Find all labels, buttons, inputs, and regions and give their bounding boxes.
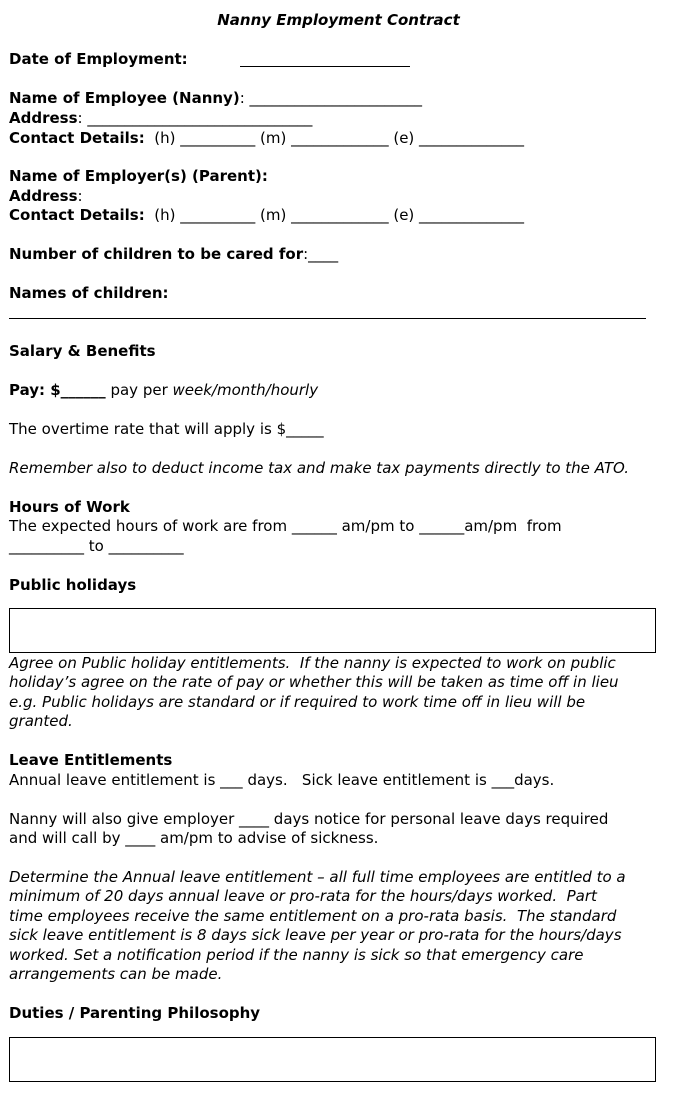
duties-input-box[interactable] xyxy=(9,1037,656,1082)
employer-contact-line xyxy=(9,206,524,225)
date-of-employment-blank[interactable] xyxy=(240,66,410,67)
salary-heading: Salary & Benefits xyxy=(9,342,156,360)
employer-address-colon: : xyxy=(77,187,83,205)
employee-name-line xyxy=(9,89,422,108)
public-holidays-input-box[interactable] xyxy=(9,608,656,653)
hours-heading: Hours of Work xyxy=(9,498,130,516)
employer-contact-label: Contact Details: xyxy=(9,206,145,224)
leave-note-4: sick leave entitlement is 8 days sick leave per year or pro-rata for the hours/days xyxy=(9,926,622,944)
duties-heading: Duties / Parenting Philosophy xyxy=(9,1004,261,1022)
employer-contact-blanks[interactable]: (h) __________ (m) _____________ (e) ______________ xyxy=(144,206,525,224)
overtime-line[interactable]: The overtime rate that will apply is $_____ xyxy=(9,420,324,438)
public-holidays-heading: Public holidays xyxy=(9,576,137,594)
employee-address-line xyxy=(9,109,312,128)
employee-address-blank[interactable]: : ______________________________ xyxy=(77,109,313,127)
employee-contact-line xyxy=(9,129,524,148)
leave-heading: Leave Entitlements xyxy=(9,751,173,769)
hours-line-2[interactable]: __________ to __________ xyxy=(9,537,184,555)
children-count-line xyxy=(9,245,338,264)
leave-note-1: Determine the Annual leave entitlement – all full time employees are entitled to a xyxy=(9,868,626,886)
leave-note-3: time employees receive the same entitlement on a pro-rata basis. The standard xyxy=(9,907,617,925)
employee-name-blank[interactable]: : _______________________ xyxy=(239,89,423,107)
hours-line-1[interactable]: The expected hours of work are from ______ am/pm to ______am/pm from xyxy=(9,517,562,535)
leave-note-5: worked. Set a notification period if the nanny is sick so that emergency care xyxy=(9,946,584,964)
employer-address-label: Address xyxy=(9,187,78,205)
employer-name-label: Name of Employer(s) (Parent): xyxy=(9,167,268,185)
leave-notice-line-2[interactable]: and will call by ____ am/pm to advise of sickness. xyxy=(9,829,379,847)
tax-note: Remember also to deduct income tax and make tax payments directly to the ATO. xyxy=(9,459,629,477)
children-count-blank[interactable]: :____ xyxy=(303,245,339,263)
pay-period-options: week/month/hourly xyxy=(172,381,319,399)
children-names-label: Names of children: xyxy=(9,284,169,302)
public-holidays-note-2: holiday’s agree on the rate of pay or whether this will be taken as time off in lieu xyxy=(9,673,619,691)
pay-label[interactable]: Pay: $______ xyxy=(9,381,106,399)
leave-note-2: minimum of 20 days annual leave or pro-rata for the hours/days worked. Part xyxy=(9,887,597,905)
public-holidays-note-1: Agree on Public holiday entitlements. If the nanny is expected to work on public xyxy=(9,654,616,672)
document-title: Nanny Employment Contract xyxy=(217,11,460,29)
leave-entitlement-line[interactable]: Annual leave entitlement is ___ days. Sick leave entitlement is ___days. xyxy=(9,771,555,789)
date-of-employment-label: Date of Employment: xyxy=(9,50,188,68)
public-holidays-note-3: e.g. Public holidays are standard or if required to work time off in lieu will be xyxy=(9,693,586,711)
employee-contact-label: Contact Details: xyxy=(9,129,145,147)
employee-name-label: Name of Employee (Nanny) xyxy=(9,89,240,107)
children-count-label: Number of children to be cared for xyxy=(9,245,304,263)
leave-note-6: arrangements can be made. xyxy=(9,965,223,983)
public-holidays-note-4: granted. xyxy=(9,712,73,730)
pay-per-text: pay per xyxy=(105,381,173,399)
employee-address-label: Address xyxy=(9,109,78,127)
pay-line xyxy=(9,381,318,400)
employee-contact-blanks[interactable]: (h) __________ (m) _____________ (e) ______________ xyxy=(144,129,525,147)
children-names-blank[interactable] xyxy=(9,318,646,319)
leave-notice-line-1[interactable]: Nanny will also give employer ____ days notice for personal leave days required xyxy=(9,810,609,828)
employer-address-line xyxy=(9,187,83,206)
